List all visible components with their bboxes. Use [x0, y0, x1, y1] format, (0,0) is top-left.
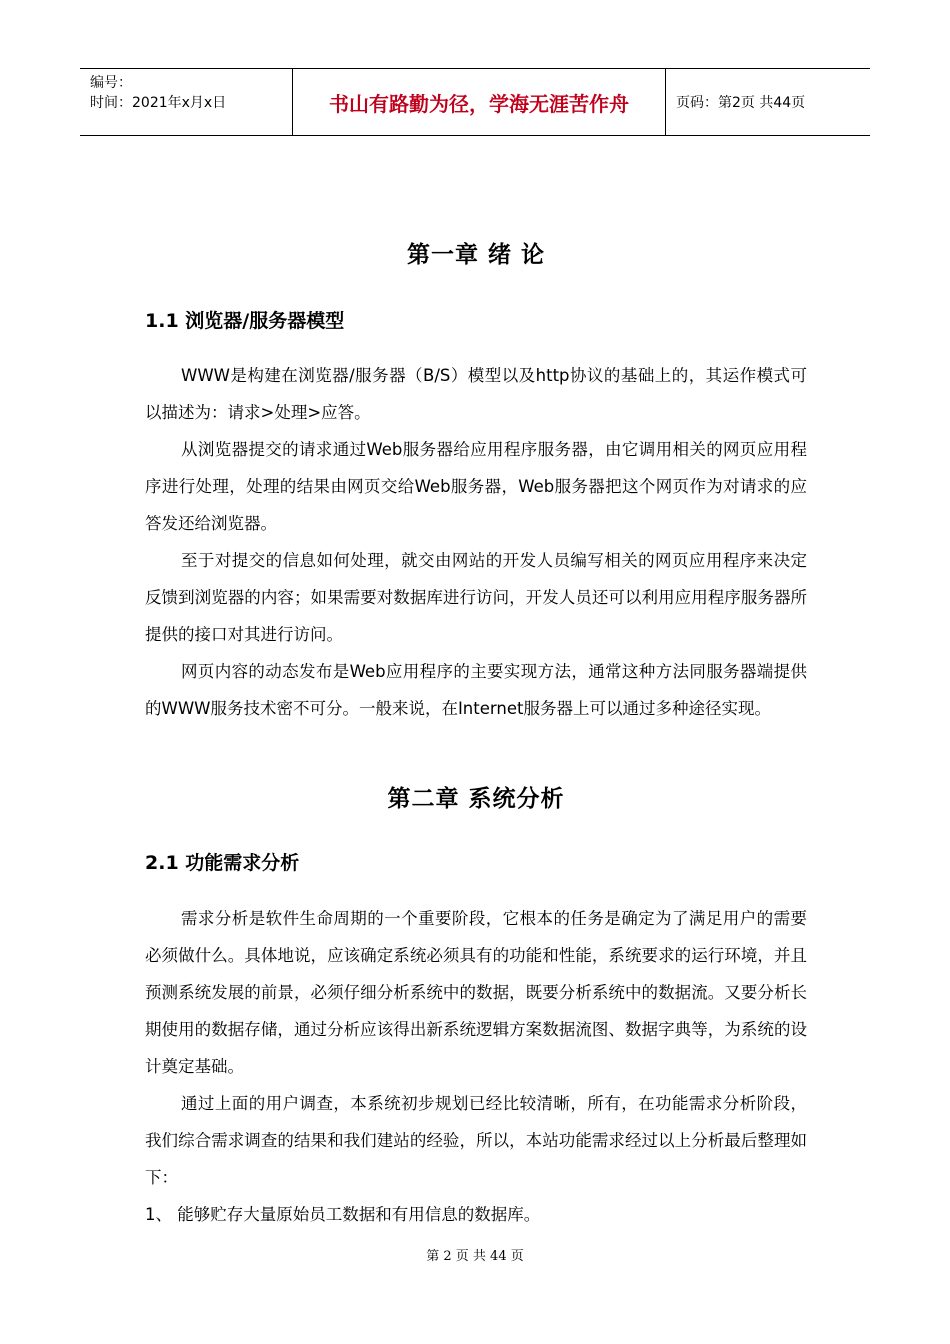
chapter-1-paragraph-4: 网页内容的动态发布是Web应用程序的主要实现方法，通常这种方法同服务器端提供的WWW服务技术密不可分。一般来说，在Internet服务器上可以通过多种途径实现。 — [145, 662, 807, 718]
section-2-1-title: 2.1 功能需求分析 — [145, 852, 300, 874]
header-table — [80, 68, 870, 136]
header-meta-cell — [80, 69, 293, 136]
document-number-label: 编号： — [90, 75, 132, 91]
page-footer: 第 2 页 共 44 页 — [426, 1249, 524, 1264]
chapter-1-paragraph-2: 从浏览器提交的请求通过Web服务器给应用程序服务器，由它调用相关的网页应用程序进行处理，处理的结果由网页交给Web服务器，Web服务器把这个网页作为对请求的应答发还给浏览器。 — [145, 440, 807, 533]
header-row — [80, 69, 870, 136]
chapter-1-paragraph-1: WWW是构建在浏览器/服务器（B/S）模型以及http协议的基础上的，其运作模式可以描述为：请求>处理>应答。 — [145, 366, 807, 422]
chapter-1-title: 第一章 绪 论 — [406, 242, 545, 268]
chapter-2-paragraph-2: 通过上面的用户调查，本系统初步规划已经比较清晰，所有，在功能需求分析阶段，我们综合需求调查的结果和我们建站的经验，所以，本站功能需求经过以上分析最后整理如下： — [145, 1094, 807, 1187]
chapter-1-paragraph-3: 至于对提交的信息如何处理，就交由网站的开发人员编写相关的网页应用程序来决定反馈到浏览器的内容；如果需要对数据库进行访问，开发人员还可以利用应用程序服务器所提供的接口对其进行访问。 — [145, 551, 807, 644]
header-motto: 书山有路勤为径，学海无涯苦作舟 — [293, 69, 666, 136]
list-item-1: 1、 能够贮存大量原始员工数据和有用信息的数据库。 — [145, 1205, 541, 1224]
chapter-2-paragraph-1: 需求分析是软件生命周期的一个重要阶段，它根本的任务是确定为了满足用户的需要必须做什么。具体地说，应该确定系统必须具有的功能和性能，系统要求的运行环境，并且预测系统发展的前景，必须仔细分析系统中的数据，既要分析系统中的数据流。又要分析长期使用的数据存储，通过分析应该得出新系统逻辑方案数据流图、数据字典等，为系统的设计奠定基础。 — [145, 909, 807, 1076]
section-1-1-title: 1.1 浏览器/服务器模型 — [145, 310, 345, 332]
chapter-2-title: 第二章 系统分析 — [387, 786, 565, 812]
document-time-label: 时间：2021年x月x日 — [90, 95, 227, 111]
header-page-info: 页码：第2页 共44页 — [676, 95, 806, 111]
